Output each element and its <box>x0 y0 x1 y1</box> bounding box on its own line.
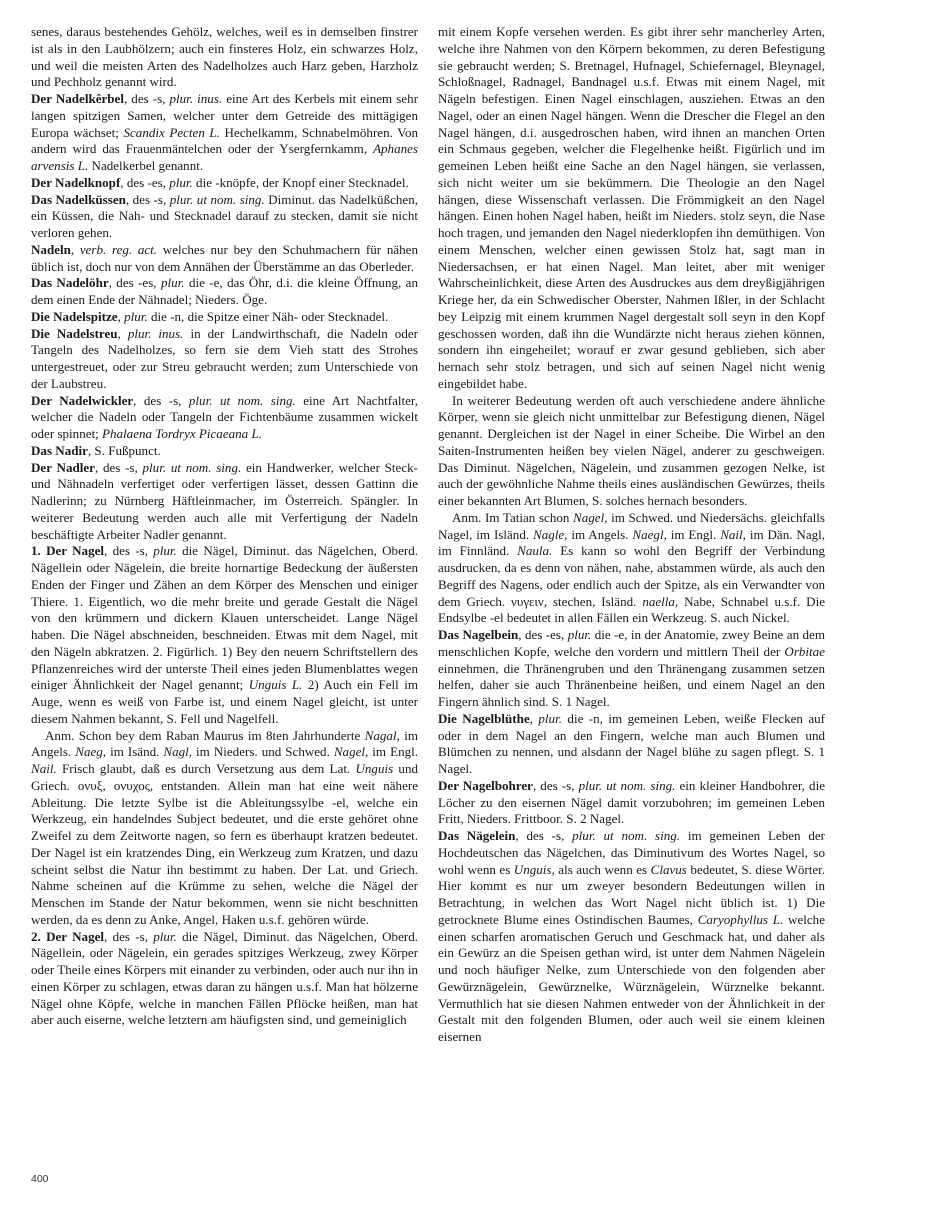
dictionary-entry-nadir <box>31 443 418 460</box>
italic-term: Unguis, <box>513 861 555 877</box>
italic-term: verb. reg. act. <box>79 241 158 257</box>
entry-text: Diminut. das Nadelküßchen, ein Küssen, die Nah- und Stecknadel darauf zu stecken, damit sie nicht verloren gehen. <box>31 191 418 240</box>
entry-text: die Nägel, Diminut. das Nägelchen, Oberd. Nägellein, oder Nägelein, ein gerades spitziges Werkzeug, zwey Körper oder Theile eines Körpers mit einander zu verbinden, oder auch nur ihn in einen Körper zu schlagen, etwas daran zu hängen u.s.f. Man hat hölzerne Nägel ohne Köpfe, welche in manchen Fällen Pflöcke heißen, man hat aber auch eiserne, welche letztern am häufigsten sind, und gemeiniglich <box>31 928 418 1028</box>
entry-text: im Isänd. <box>106 744 164 760</box>
entry-text: , <box>70 241 80 257</box>
dictionary-entry-naegelein <box>438 828 825 1046</box>
entry-text: im gemeinen Leben der Hochdeutschen das Nägelchen, das Diminutivum des Wortes Nagel, so wohl wenn es <box>438 828 826 877</box>
italic-term: Nail. <box>31 761 57 776</box>
italic-term: naella, <box>642 593 679 609</box>
italic-term: plur. <box>538 710 562 726</box>
dictionary-entry-nagelbein <box>438 627 825 711</box>
entry-text: die -e, das Öhr, d.i. die kleine Öffnung, an dem einen Ende der Nähnadel; Nieders. Öge. <box>31 275 418 307</box>
dictionary-entry-nadelstreu <box>31 326 418 393</box>
headword: Das Nägelein <box>438 828 516 843</box>
entry-text: im Engl. <box>666 526 721 542</box>
entry-text: , des -s, <box>133 392 189 408</box>
italic-term: Naula. <box>517 543 553 559</box>
italic-term: plur. inus. <box>169 91 223 106</box>
entry-text: als auch wenn es <box>554 861 651 877</box>
italic-term: Orbitae <box>784 643 825 659</box>
headword: Die Nadelstreu <box>31 325 118 341</box>
headword: Das Nagelbein <box>438 627 519 642</box>
headword: Das Nadelküssen <box>31 191 126 207</box>
entry-text: im Angels. <box>31 727 418 760</box>
entry-text: und Griech. ονυξ, ονυχος, entstanden. Allein man hat eine weit nähere Ableitung. Die letzte Sylbe ist die Ableitungssylbe -el, welche ein Werkzeug, ein handelndes Subject bedeutet, und die erste gehöret ohne Zweifel zu dem Zeitworte nagen, so fern es überhaupt kratzen bedeutet. Der Nagel ist ein kratzendes Ding, ein Werkzeug zum Kratzen, und dazu scheint selbst die Natur ihn bestimmt zu haben. Der Lat. und Griech. Nahme scheinen auf die Krümme zu sehen, welche die Nägel der Menschen im Stande der Natur bekommen, wenn sie nicht beschnitten werden, da es denn zu Anke, Angel, Haken u.s.f. gehören würde. <box>31 761 418 927</box>
dictionary-entry-nadelkuessen <box>31 192 418 242</box>
dictionary-entry-anm2 <box>438 510 825 627</box>
entry-text: im Dän. Nagl, im Finnländ. <box>438 526 826 559</box>
italic-term: plur. <box>169 174 193 190</box>
italic-term: Naegl, <box>632 526 667 542</box>
entry-text: im Engl. <box>368 744 418 760</box>
dictionary-entry-nadelknopf <box>31 175 418 192</box>
entry-text: Nabe, Schnabel u.s.f. Die Endsylbe -el bedeutet in allen Fällen ein Werkzeug. S. auch Nickel. <box>438 593 825 626</box>
headword: 2. Der Nagel <box>31 928 105 944</box>
entry-text: ein Handwerker, welcher Steck- und Nähnadeln verfertiget oder verfertigen lässet, dessen Gattinn die Nadlerinn; zu Nürnberg Häftleinmacher, im Österreich. Spängler. In weiterer Bedeutung werden auch alle mit Verfertigung der Nadeln beschäftigte Arbeiter Nadler genannt. <box>31 459 418 542</box>
entry-text: mit einem Kopfe versehen werden. Es gibt ihrer sehr mancherley Arten, welche ihre Nahmen von den Körpern bekommen, zu deren Befestigung sie gebraucht werden; S. Bretnagel, Hufnagel, Schiefernagel, Bleynagel, Schloßnagel, Radnagel, Bandnagel u.s.f. Etwas mit einem Nagel, mit Nägeln befestigen. Einen Nagel einschlagen, ausziehen. Etwas an den Nagel, oder an einen Nagel hängen. Wenn die Drescher die Flegel an den Nagel hängen, d.i. ausgedroschen haben, wird ihnen an manchen Orten ein Schmaus gegeben, welcher die Flegelhenke heißt. Figürlich und im gemeinen Leben heißt eine Sache an den Nagel hängen, sie verlassen, sich nicht weiter um sie bekümmern. Die Theologie an den Nagel hängen, diese Wissenschaft verlassen. Die Frömmigkeit an den Nagel hängen. Einen hohen Nagel haben, heißt im Nieders. stolz seyn, die Nase hoch tragen, und jemanden den Nagel niederklopfen ihn demüthigen. Von einem Menschen, welcher einen gewissen Stolz hat, sagt man in Niedersachsen, er hat einen Nagel. Man leitet, aber mit weniger Wahrscheinlichkeit, diese Arten des Ausdruckes aus dem dreyßigjährigen Kriege her, da ein Schwedischer Oberster, Nahmen Ißler, in der Schlacht bey Leipzig mit einem krummen Nagel dergestalt soll seyn in den Kopf geschossen worden, daß ihn die Wundärzte nicht heraus ziehen können, sondern ihn eingeheilet; worauf er zwar gesund geblieben, sich aber hernach sehr stolz betragen, und sich auf seinen Nagel nicht wenig eingebildet habe. <box>438 24 825 391</box>
right-text-column <box>438 24 825 1046</box>
entry-text: die -knöpfe, der Knopf einer Stecknadel. <box>192 174 409 190</box>
headword: Der Nadler <box>31 459 95 475</box>
italic-term: plur. <box>160 275 185 291</box>
entry-text: die -n, die Spitze einer Näh- oder Stecknadel. <box>147 308 389 324</box>
dictionary-entry-nadeln <box>31 242 418 276</box>
page-number: 400 <box>31 1173 49 1185</box>
entry-text: in der Landwirthschaft, die Nadeln oder Tangeln des Nadelholzes, so fern sie dem Vieh statt des Strohes untergestreuet, oder zur Streu gebraucht werden; zum Unterschiede von der Laubstreu. <box>31 325 418 391</box>
italic-term: Nagl, <box>163 744 193 760</box>
italic-term: Nagel, <box>573 509 608 525</box>
entry-text: ein kleiner Handbohrer, die Löcher zu den eisernen Nägel damit vorzubohren; im gemeinen Leben Fritt, Nieders. Frittboor. S. 2 Nagel. <box>438 777 825 827</box>
entry-text: Anm. Schon bey dem Raban Maurus im 8ten Jahrhunderte <box>45 727 365 743</box>
entry-text: , des -s, <box>532 777 579 793</box>
italic-term: plur. inus. <box>127 325 184 341</box>
entry-text: einnehmen, die Thränengruben und den Thränengang zusammen setzen helfen, daher sie auch Thränenbeine heißen, und einem Nagel an den Fingern ähnlich sind. S. 1 Nagel. <box>438 660 825 709</box>
entry-text: Hechelkamm, Schnabelmöhren. Von andern wird das Frauenmäntelchen oder der Ysergfernkamm, <box>31 124 418 157</box>
italic-term: Nagal, <box>364 727 400 743</box>
entry-text: im Angels. <box>567 526 633 542</box>
left-text-column <box>31 24 418 1029</box>
entry-text: , des -s, <box>104 543 154 559</box>
dictionary-entry-nadeloehr <box>31 275 418 309</box>
dictionary-entry-nagel2 <box>31 929 418 1030</box>
entry-text: die -e, in der Anatomie, zwey Beine an dem menschlichen Kopfe, welche den vordern und mittlern Theil der <box>438 627 825 659</box>
italic-term: plur. ut nom. sing. <box>578 777 676 793</box>
entry-text: Es kann so wohl den Begriff der Verbindung ausdrucken, da es denn von nähen, nahe, abstammen würde, als auch den Begriff des Nagens, oder endlich auch der Spitze, als ein Verwandter von dem Griech. νυγειν, stechen, Isländ. <box>438 543 825 609</box>
entry-text: , <box>529 710 539 726</box>
dictionary-entry-nagelbohrer <box>438 778 825 828</box>
entry-text: Frisch glaubt, daß es durch Versetzung aus dem Lat. <box>56 761 356 776</box>
italic-term: plur. ut nom. sing. <box>572 828 681 843</box>
italic-term: Unguis <box>355 761 394 776</box>
entry-text: senes, daraus bestehendes Gehölz, welches, weil es in demselben finstrer ist als in den Laubhölzern; auch ein finsteres Holz, ein schwarzes Holz, und weil die meisten Arten des Nadelholzes auch Harz geben, Harzholz und Pechholz genannt wird. <box>31 24 418 90</box>
italic-term: plur. <box>153 543 177 559</box>
italic-term: Nagle, <box>533 526 568 542</box>
headword: Der Nadelwickler <box>31 392 134 408</box>
entry-text: In weiterer Bedeutung werden oft auch verschiedene andere ähnliche Körper, wenn sie gleich nicht unmittelbar zur Befestigung dienen, Nägel genannt. Dergleichen ist der Nagel in einer Scheibe. Die Wirbel an den Saiten-Instrumenten heißen bey vielen Nägel, anderer zu geschweigen. Das Diminut. Nägelchen, Nägelein, und zusammen gezogen Nelke, ist auch der gewöhnliche Nahme theils eines ausländischen Gewürzes, theils einer bekannten Art Blumen, S. solches hernach besonders. <box>438 392 825 508</box>
entry-text: , S. Fußpunct. <box>87 442 161 458</box>
headword: Die Nagelblüthe <box>438 710 530 726</box>
entry-text: Anm. Im Tatian schon <box>452 509 574 525</box>
italic-term: Phalaena Tordryx Picaeana L. <box>102 426 262 441</box>
entry-text: , <box>117 308 125 324</box>
italic-term: Clavus <box>650 861 687 877</box>
entry-text: bedeutet, S. diese Wörter. Hier kommt es nur um zweyer besondern Bedeutungen willen in Betrachtung, in welchen das Wort Nagel nicht üblich ist. 1) Die getrocknete Blume eines Ostindischen Baumes, <box>438 861 826 927</box>
entry-text: , des -es, <box>120 174 170 190</box>
dictionary-entry-anm1 <box>31 728 418 929</box>
italic-term: Caryophyllus L. <box>697 911 784 927</box>
entry-text: , des -es, <box>108 275 161 291</box>
italic-term: plur. ut nom. sing. <box>169 191 265 207</box>
italic-term: plur. <box>124 308 148 324</box>
italic-term: Unguis L. <box>248 677 303 693</box>
italic-term: Nail, <box>720 526 746 542</box>
entry-text: 2) Auch ein Fell im Auge, wenn es weiß von Farbe ist, und einem Nagel gleicht, ist unter diesem Nahmen bekannt, S. Fell und Nagelfell. <box>31 677 418 726</box>
headword: 1. Der Nagel <box>31 543 105 559</box>
entry-text: eine Art des Kerbels mit einem sehr langen spitzigen Samen, welcher unter dem Getreide des mittägigen Europa wächset; <box>31 91 418 140</box>
dictionary-entry-nadelkerbel <box>31 91 418 175</box>
headword: Nadeln <box>31 241 71 257</box>
entry-text: im Schwed. und Niedersächs. gleichfalls Nagel, im Isländ. <box>438 509 825 542</box>
entry-text: , des -s, <box>123 91 170 106</box>
dictionary-entry-nadler <box>31 460 418 544</box>
entry-text: die Nägel, Diminut. das Nägelchen, Oberd. Nägellein oder Nägelein, die breite hornartige Bedeckung der äußersten Enden der Finger und Zähen an dem Körper des Menschen und einiger Thiere. 1. Eigentlich, wo die mehr breite und gerade Gestalt die Nägel von den krümmern und dickern Klauen unterscheidet. Lange Nägel haben. Die Nägel abschneiden, beschneiden. Etwas mit dem Nagel, mit den Nägeln abkratzen. 2. Figürlich. 1) Bey den neuern Schriftstellern des Pflanzenreiches wird der unterste Theil eines jeden Blumenblattes wegen einiger Ähnlichkeit der Nagel genannt; <box>31 543 418 693</box>
entry-text: welches nur bey den Schuhmachern für nähen üblich ist, doch nur von dem Annähen der Überstämme an das Oberleder. <box>31 241 418 274</box>
headword: Der Nadelkêrbel <box>31 91 124 106</box>
italic-term: plur. ut nom. sing. <box>142 459 242 475</box>
italic-term: plur. <box>153 928 177 944</box>
headword: Das Nadir <box>31 442 88 458</box>
entry-text: im Nieders. und Schwed. <box>192 744 334 760</box>
entry-text: die -n, im gemeinen Leben, weiße Flecken auf oder in dem Nagel an den Fingern, welche man auch Blumen und Blümchen zu nennen, und alsdann der Nagel blühe zu sagen pflegt. S. 1 Nagel. <box>438 710 826 776</box>
dictionary-entry-cont <box>31 24 418 91</box>
italic-term: Nagel, <box>333 744 369 760</box>
italic-term: plur. ut nom. sing. <box>188 392 296 408</box>
italic-term: Scandix Pecten L. <box>123 124 220 140</box>
headword: Die Nadelspitze <box>31 308 118 324</box>
entry-text: , des -s, <box>125 191 170 207</box>
italic-term: plur. <box>567 627 592 642</box>
headword: Der Nadelknopf <box>31 174 121 190</box>
dictionary-entry-nagel1 <box>31 543 418 727</box>
italic-term: Naeg, <box>75 744 107 760</box>
italic-term: Aphanes arvensis L. <box>31 141 418 173</box>
dictionary-entry-nadelwickler <box>31 393 418 443</box>
dictionary-entry-nagel2cont <box>438 24 825 393</box>
entry-text: , des -s, <box>104 928 154 944</box>
entry-text: welche einen scharfen aromatischen Geruch und Geschmack hat, und daher als ein Gewürz an die Speisen gethan wird, ist unter dem Nahmen Nägelein und noch häufiger Nelke, zum Unterschiede von den folgenden aber Gewürznägelein, Gewürznelke, Würznägelein, Würznelke bekannt. Vermuthlich hat sie diesen Nahmen entweder von der Ähnlichkeit in der Gestalt mit den folgenden Blumen, oder auch weil sie einem kleinen eisernen <box>438 911 825 1044</box>
entry-text: , des -s, <box>94 459 143 475</box>
entry-text: , des -es, <box>518 627 568 642</box>
dictionary-entry-nagelbluethe <box>438 711 825 778</box>
entry-text: eine Art Nachtfalter, welcher die Nadeln oder Tangeln der Fichtenbäume zusammen wickelt oder spinnet; <box>31 392 418 441</box>
headword: Der Nagelbohrer <box>438 777 533 793</box>
entry-text: Nadelkerbel genannt. <box>88 158 204 173</box>
entry-text: , <box>117 325 128 341</box>
entry-text: , des -s, <box>515 828 573 843</box>
dictionary-entry-weiterer <box>438 393 825 510</box>
headword: Das Nadelöhr <box>31 275 109 291</box>
dictionary-entry-nadelspitze <box>31 309 418 326</box>
